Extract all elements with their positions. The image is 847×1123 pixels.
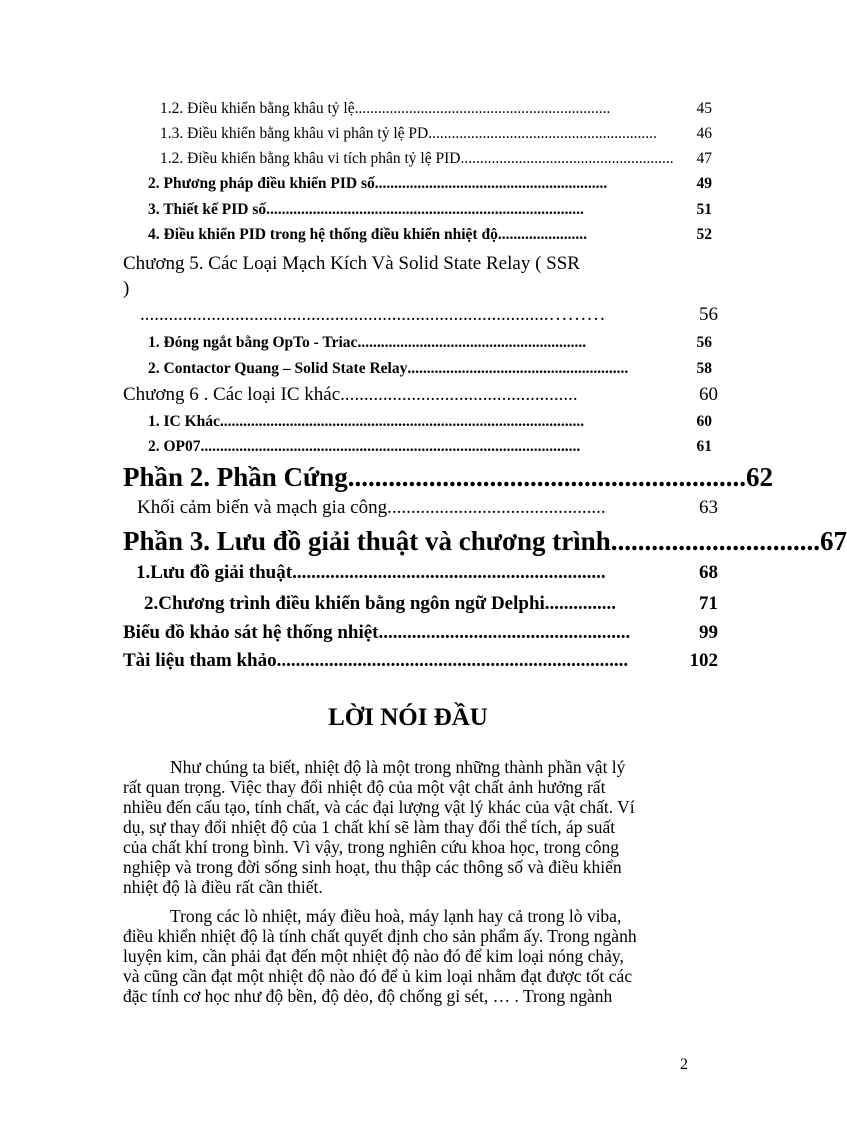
- toc-entry[interactable]: [123, 622, 718, 644]
- toc-page-number: 67: [819, 526, 847, 556]
- paragraph-line: Như chúng ta biết, nhiệt độ là một trong những thành phần vật lý: [170, 757, 626, 777]
- toc-part-entry[interactable]: [123, 462, 774, 493]
- toc-entry-title: 2. Contactor Quang – Solid State Relay: [148, 360, 408, 377]
- paragraph-line: nghiệp và trong đời sống sinh hoạt, thu thập các thông số và điều khiển: [123, 857, 622, 877]
- toc-entry-title: ): [123, 278, 130, 299]
- paragraph-line: của chất khí trong bình. Vì vậy, trong nghiên cứu khoa học, trong công: [123, 837, 619, 857]
- toc-entry-title: 1.3. Điều khiển bằng khâu vi phân tỷ lệ PD: [160, 125, 429, 142]
- paragraph-line: luyện kim, cần phải đạt đến một nhiệt độ nào đó để kim loại nóng chảy,: [123, 946, 624, 966]
- paragraph-line: và cũng cần đạt một nhiệt độ nào đó để ủ kim loại nhằm đạt được tốt các: [123, 966, 633, 986]
- toc-part-entry[interactable]: [123, 526, 847, 557]
- toc-page-number: 45: [696, 100, 712, 117]
- toc-entry[interactable]: [148, 201, 712, 219]
- toc-entry-title: Biểu đồ khảo sát hệ thống nhiệt: [123, 622, 379, 643]
- toc-entry[interactable]: [160, 125, 712, 143]
- toc-leader-dots: ...........................................................: [428, 125, 657, 142]
- toc-entry[interactable]: [160, 100, 712, 118]
- toc-entry[interactable]: [136, 562, 718, 584]
- toc-entry[interactable]: [140, 304, 718, 326]
- page-number: 2: [680, 1056, 688, 1073]
- toc-entry-title: 1.Lưu đồ giải thuật: [136, 562, 293, 583]
- toc-leader-dots: ...............: [544, 593, 617, 614]
- toc-entry-title: 2. OP07: [148, 438, 201, 455]
- toc-leader-dots: ..............................................................................................: [219, 413, 585, 430]
- toc-page-number: 60: [696, 413, 712, 430]
- toc-leader-dots: ..................................................................................................: [200, 438, 581, 455]
- toc-leader-dots: ...............................: [610, 526, 820, 556]
- toc-entry[interactable]: [148, 226, 712, 244]
- toc-entry-title: Phần 2. Phần Cứng: [123, 462, 348, 492]
- toc-leader-dots: .......................: [497, 226, 587, 243]
- toc-entry-title: 4. Điều khiển PID trong hệ thống điều khiển nhiệt độ: [148, 226, 498, 243]
- paragraph-line: nhiều đến cấu tạo, tính chất, và các đại lượng vật lý khác của vật chất. Ví: [123, 797, 635, 817]
- toc-leader-dots: .........................................................: [407, 360, 629, 377]
- foreword-paragraph-1: [123, 757, 719, 897]
- toc-page-number: 49: [696, 175, 712, 192]
- toc-leader-dots: ...........................................................: [347, 462, 747, 492]
- toc-entry[interactable]: [123, 384, 718, 406]
- toc-chapter-heading-continued: [123, 278, 129, 300]
- toc-entry[interactable]: [144, 593, 718, 615]
- toc-entry[interactable]: [148, 175, 712, 193]
- toc-page-number: 99: [699, 622, 718, 643]
- toc-entry-title: 3. Thiết kế PID số: [148, 201, 267, 218]
- toc-entry-title: 2. Phương pháp điều khiển PID số: [148, 175, 375, 192]
- paragraph-line: nhiệt độ là điều rất cần thiết.: [123, 877, 323, 897]
- toc-leader-dots: ..........................................................................: [276, 650, 629, 671]
- toc-leader-dots: ..............................................: [387, 497, 606, 518]
- toc-page-number: 46: [696, 125, 712, 142]
- toc-entry-title: 1. IC Khác: [148, 413, 220, 430]
- toc-entry[interactable]: [123, 650, 718, 672]
- toc-page-number: 47: [696, 150, 712, 167]
- toc-page-number: 56: [696, 334, 712, 351]
- toc-page-number: 60: [699, 384, 718, 405]
- toc-leader-dots: ...........................................................: [357, 334, 587, 351]
- paragraph-line: đặc tính cơ học như độ bền, độ dẻo, độ chống gỉ sét, … . Trong ngành: [123, 986, 613, 1006]
- toc-leader-dots: ..................................................................: [354, 100, 611, 117]
- toc-leader-dots: ..................................................: [340, 384, 578, 405]
- toc-entry-title: 1.2. Điều khiển bằng khâu tỷ lệ: [160, 100, 355, 117]
- toc-leader-dots: ............................................................: [374, 175, 608, 192]
- paragraph-line: điều khiển nhiệt độ là tính chất quyết định cho sản phẩm ấy. Trong ngành: [123, 926, 637, 946]
- toc-leader-dots: ......................................................................................………: [140, 304, 606, 325]
- toc-leader-dots: ..................................................................................: [266, 201, 584, 218]
- toc-entry[interactable]: [137, 497, 718, 519]
- toc-entry[interactable]: [148, 413, 712, 431]
- toc-page-number: 51: [696, 201, 712, 218]
- toc-entry-title: Chương 6 . Các loại IC khác: [123, 384, 341, 405]
- toc-page-number: 102: [689, 650, 718, 671]
- paragraph-line: dụ, sự thay đổi nhiệt độ của 1 chất khí sẽ làm thay đổi thể tích, áp suất: [123, 817, 616, 837]
- toc-page-number: 62: [746, 462, 774, 492]
- toc-page-number: 63: [699, 497, 718, 518]
- toc-page-number: 71: [699, 593, 718, 614]
- toc-entry-title: 2.Chương trình điều khiển bằng ngôn ngữ Delphi: [144, 593, 545, 614]
- toc-page-number: 56: [699, 304, 718, 325]
- toc-entry[interactable]: [148, 334, 712, 352]
- toc-entry-title: Chương 5. Các Loại Mạch Kích Và Solid State Relay ( SSR: [123, 253, 580, 274]
- toc-entry-title: Khối cảm biến và mạch gia công: [137, 497, 388, 518]
- toc-entry[interactable]: [148, 360, 712, 378]
- paragraph-line: rất quan trọng. Việc thay đổi nhiệt độ của một vật chất ảnh hưởng rất: [123, 777, 606, 797]
- toc-entry-title: 1. Đóng ngắt bằng OpTo - Triac: [148, 334, 358, 351]
- toc-leader-dots: ..................................................................: [292, 562, 606, 583]
- foreword-heading: LỜI NÓI ĐẦU: [328, 704, 488, 731]
- toc-entry-title: 1.2. Điều khiển bằng khâu vi tích phân tỷ lệ PID: [160, 150, 461, 167]
- toc-entry[interactable]: [160, 150, 712, 168]
- paragraph-line: Trong các lò nhiệt, máy điều hoà, máy lạnh hay cả trong lò viba,: [170, 906, 622, 926]
- toc-leader-dots: .......................................................: [460, 150, 674, 167]
- toc-page-number: 68: [699, 562, 718, 583]
- toc-page-number: 52: [696, 226, 712, 243]
- toc-chapter-heading[interactable]: [123, 253, 580, 275]
- toc-leader-dots: .....................................................: [378, 622, 631, 643]
- foreword-paragraph-2: [123, 906, 719, 1006]
- toc-entry-title: Tài liệu tham khảo: [123, 650, 277, 671]
- toc-page-number: 58: [696, 360, 712, 377]
- toc-page-number: 61: [696, 438, 712, 455]
- toc-entry-title: Phần 3. Lưu đồ giải thuật và chương trình: [123, 526, 611, 556]
- toc-entry[interactable]: [148, 438, 712, 456]
